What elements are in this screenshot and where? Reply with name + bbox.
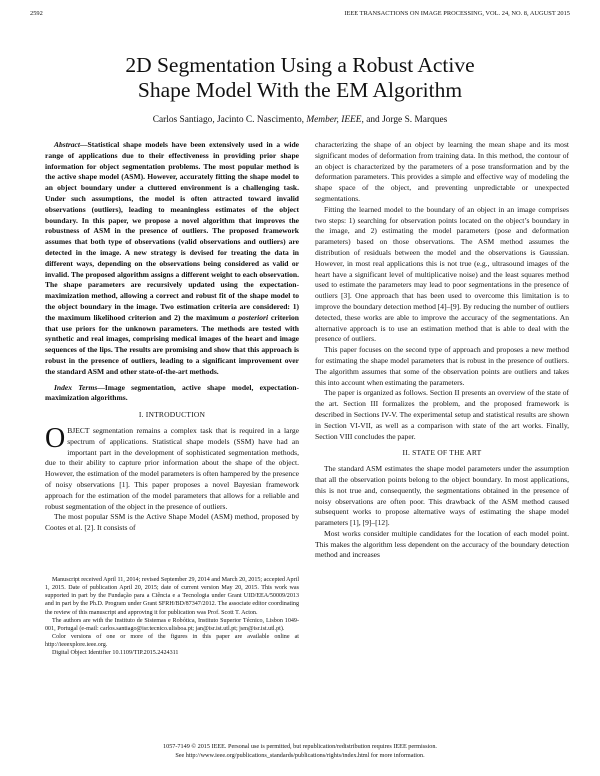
right-paragraph-1: characterizing the shape of an object by learning the mean shape and its most significant modes of deformation from training data. In this method, the contour of an object is characterized by the parameters of a pose transformation and by the deformation parameters. This provides a simple and effective way of modeling the shape space of the object, and preventing unpredictable or unexpected segmentations.: [315, 140, 569, 203]
intro-paragraph-1-text: BJECT segmentation remains a complex task that is required in a large spectrum of applications. Statistical shape models (SSM) have had an important part in the development of sophisticated segmentation methods, due to their ability to capture prior information about the shape of the object. However, the estimation of the model parameters is often hampered by the presence of noisy observations [1]. This paper proposes a novel Bayesian framework approach for the estimation of the model parameters that allows for a reliable and robust segmentation of the object in the presence of outliers.: [45, 425, 299, 511]
footnote-color: Color versions of one or more of the figures in this paper are available online at http://ieeexplore.ieee.org.: [45, 634, 299, 649]
right-paragraph-5: The standard ASM estimates the shape model parameters under the assumption that all the observation points belong to the object boundary. In most applications, this is not true and, consequently, the segmentations obtained in the presence of noisy observations are often poor. This drawback of the ASM method caused subsequent works to propose alternative ways of estimating the shape model parameters [1], [9]–[12].: [315, 464, 569, 528]
abstract-text: —Statistical shape models have been extensively used in a wide range of applications due to their effectiveness in providing prior shape information for object segmentation problems. The most popular method is the active shape model (ASM). However, accurately fitting the shape model to an object boundary under a cluttered environment is a challenging task. Under such assumptions, the model is often attracted toward invalid observations (outliers), leading to meaningless estimates of the object boundary. In this paper, we propose a novel algorithm that improves the robustness of ASM in the presence of outliers. The proposed framework assumes that both type of observations (valid observations and outliers) are detected in the image. A new strategy is devised for treating the data in different ways, depending on the observations being considered as valid or invalid. The proposed algorithm assigns a different weight to each observation. The shape parameters are recursively updated using the expectation-maximization method, allowing a correct and robust fit of the shape model to the object boundary in the image. Two estimation criteria are considered: 1) the maximum likelihood criterion and 2) the maximum: [45, 140, 299, 322]
intro-paragraph-2: The most popular SSM is the Active Shape Model (ASM) method, proposed by Cootes et al. [2]. It consists of: [45, 512, 299, 533]
left-column: [45, 140, 299, 534]
section-heading-state-of-the-art: II. STATE OF THE ART: [402, 448, 482, 458]
copyright-footer: [40, 743, 560, 760]
index-terms: [45, 383, 299, 405]
abstract-text-end: criterion that use priors for the unknown parameters. The methods are tested with synthetic and real images, comprising medical images of the heart and image sequences of the lips. The results are promising and show that this approach is robust in the presence of outliers, leading to a significant improvement over the standard ASM and other state-of-the-art methods.: [45, 312, 299, 376]
authors-part-1: Carlos Santiago, Jacinto C. Nascimento,: [152, 115, 307, 125]
footnote-manuscript: Manuscript received April 11, 2014; revised September 29, 2014 and March 20, 2015; accepted April 1, 2015. Date of publication April 20, 2015; date of current version May 20, 2015. This work was supported in part by the Fundação para a Ciência e a Tecnologia under Grant UID/EEA/50009/2013 and in part by the Ph.D. Program under Grant SFRH/BD/87347/2012. The associate editor coordinating the review of this manuscript and approving it for publication was Prof. Scott T. Acton.: [45, 577, 300, 616]
index-terms-text: —Image segmentation, active shape model, expectation-maximization algorithms.: [45, 382, 299, 403]
title-line-2: Shape Model With the EM Algorithm: [137, 78, 463, 102]
author-list: [40, 115, 560, 125]
intro-paragraph-1: [45, 422, 299, 512]
abstract-label: Abstract: [54, 140, 80, 149]
journal-info: IEEE TRANSACTIONS ON IMAGE PROCESSING, VOL. 24, NO. 8, AUGUST 2015: [344, 10, 570, 17]
footnote-doi: Digital Object Identifier 10.1109/TIP.2015.2424311: [52, 650, 179, 657]
footnote-affiliation: The authors are with the Instituto de Sistemas e Robótica, Instituto Superior Técnico, Lisbon 1049-001, Portugal (e-mail: carlos.santiago@isr.tecnico.ulisboa.pt; jan@isr.ist.utl.pt; jsm@isr.ist.utl.pt).: [45, 617, 299, 632]
index-terms-label: Index Terms: [54, 382, 98, 392]
paper-title: [40, 53, 560, 103]
section-heading-introduction: I. INTRODUCTION: [138, 410, 206, 420]
footer-line-1: 1057-7149 © 2015 IEEE. Personal use is permitted, but republication/redistribution requires IEEE permission.: [163, 743, 437, 750]
drop-cap: O: [45, 422, 66, 454]
right-column: [315, 140, 569, 561]
right-paragraph-3: This paper focuses on the second type of approach and proposes a new method for estimating the shape model parameters that is robust in the presence of outliers. The algorithm assumes that some of the observation points are outliers and takes this into account when estimating the parameters.: [315, 345, 569, 387]
authors-part-2: , and Jorge S. Marques: [361, 115, 448, 125]
abstract: [45, 140, 299, 378]
right-paragraph-4: The paper is organized as follows. Section II presents an overview of the state of the art. Section III formalizes the problem, and the proposed framework is described in Sections IV-V. The experimental setup and statistical results are shown in Section VI-VII, as well as a comparison with state of the art works. Finally, Section VIII concludes the paper.: [315, 388, 569, 441]
right-paragraph-6: Most works consider multiple candidates for the location of each model point. This makes the algorithm less dependent on the accuracy of the boundary detection method and increases: [315, 528, 569, 560]
footer-line-2: See http://www.ieee.org/publications_standards/publications/rights/index.html for more information.: [175, 751, 425, 759]
right-paragraph-2: Fitting the learned model to the boundary of an object in an image comprises two steps: 1) searching for observation points located on the object’s boundary in the image, and 2) estimating the model parameters (pose and deformation parameters) based on those observations. The ASM method assumes the distribution of residuals between the model and the observations is Gaussian. However, in most real applications this is not true (e.g., ultrasound images of the heart have a significant level of multiplicative noise) and the least squares method used to estimate the parameters may lead to poor segmentations in the presence of outliers [3]. One approach that has been used to overcome this limitation is to improve the boundary detection method [4]–[9]. By reducing the number of outliers detected, these works are able to improve the accuracy of the segmentations. An alternative approach is to use an estimation method that is able to deal with the presence of outliers.: [315, 204, 569, 344]
abstract-italic: a posteriori: [231, 312, 269, 322]
author-membership: Member, IEEE: [306, 115, 362, 125]
page-number: 2592: [30, 10, 43, 17]
footnotes: [45, 576, 299, 658]
title-line-1: 2D Segmentation Using a Robust Active: [125, 53, 475, 77]
